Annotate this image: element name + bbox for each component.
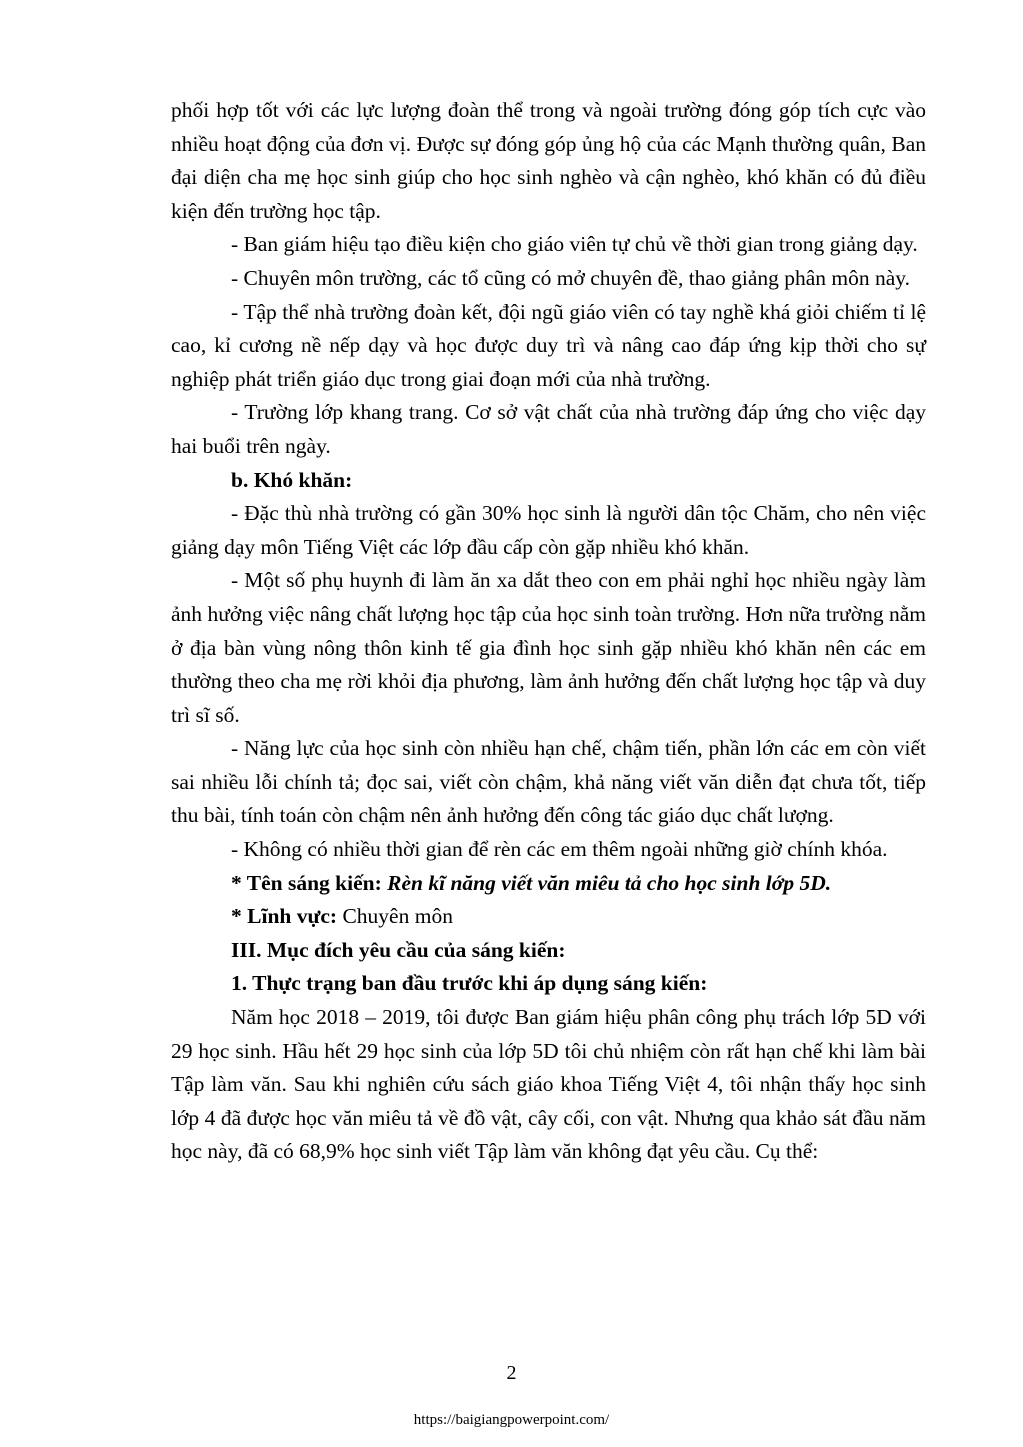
paragraph-continuation: phối hợp tốt với các lực lượng đoàn thể trong và ngoài trường đóng góp tích cực vào nhiều hoạt động của đơn vị. Được sự đóng góp ủng hộ của các Mạnh thường quân, Ban đại diện cha mẹ học sinh giúp cho học sinh nghèo và cận nghèo, khó khăn có đủ điều kiện đến trường học tập. — [171, 98, 926, 223]
field-line — [171, 900, 926, 934]
paragraph-bullet-autonomy: - Ban giám hiệu tạo điều kiện cho giáo viên tự chủ về thời gian trong giảng dạy. — [231, 232, 918, 257]
page-number: 2 — [506, 1362, 517, 1384]
paragraph-bullet-staff: - Tập thể nhà trường đoàn kết, đội ngũ giáo viên có tay nghề khá giỏi chiếm tỉ lệ cao, kỉ cương nề nếp dạy và học được duy trì và nâng cao đáp ứng kịp thời cho sự nghiệp phát triển giáo dục trong giai đoạn mới của nhà trường. — [171, 299, 926, 391]
paragraph-bullet-facilities: - Trường lớp khang trang. Cơ sở vật chất của nhà trường đáp ứng cho việc dạy hai buổi trên ngày. — [171, 400, 926, 458]
section-heading: III. Mục đích yêu cầu của sáng kiến: — [231, 937, 566, 962]
field-label: * Lĩnh vực: — [231, 904, 343, 929]
paragraph-bullet-ability: - Năng lực của học sinh còn nhiều hạn chế, chậm tiến, phần lớn các em còn viết sai nhiều lỗi chính tả; đọc sai, viết còn chậm, khả năng viết văn diễn đạt chưa tốt, tiếp thu bài, tính toán còn chậm nên ảnh hưởng đến công tác giáo dục chất lượng. — [171, 736, 926, 828]
paragraph-bullet-parents: - Một số phụ huynh đi làm ăn xa dắt theo con em phải nghỉ học nhiều ngày làm ảnh hưởng việc nâng chất lượng học tập của học sinh toàn trường. Hơn nữa trường nằm ở địa bàn vùng nông thôn kinh tế gia đình học sinh gặp nhiều khó khăn nên các em thường theo cha mẹ rời khỏi địa phương, làm ảnh hưởng đến chất lượng học tập và duy trì sĩ số. — [171, 568, 926, 727]
document-body — [171, 94, 926, 1169]
paragraph-bullet-time: - Không có nhiều thời gian để rèn các em thêm ngoài những giờ chính khóa. — [231, 837, 888, 862]
subsection-heading: 1. Thực trạng ban đầu trước khi áp dụng sáng kiến: — [231, 971, 708, 996]
field-value: Chuyên môn — [342, 904, 453, 929]
paragraph-bullet-topics: - Chuyên môn trường, các tổ cũng có mở chuyên đề, thao giảng phân môn này. — [231, 265, 911, 290]
paragraph-initial-status: Năm học 2018 – 2019, tôi được Ban giám hiệu phân công phụ trách lớp 5D với 29 học sinh. Hầu hết 29 học sinh của lớp 5D tôi chủ nhiệm còn rất hạn chế khi làm bài Tập làm văn. Sau khi nghiên cứu sách giáo khoa Tiếng Việt 4, tôi nhận thấy học sinh lớp 4 đã được học văn miêu tả về đồ vật, cây cối, con vật. Nhưng qua khảo sát đầu năm học này, đã có 68,9% học sinh viết Tập làm văn không đạt yêu cầu. Cụ thể: — [171, 1005, 926, 1164]
initiative-name-label: * Tên sáng kiến: — [231, 870, 388, 895]
paragraph-bullet-ethnic: - Đặc thù nhà trường có gần 30% học sinh là người dân tộc Chăm, cho nên việc giảng dạy môn Tiếng Việt các lớp đầu cấp còn gặp nhiều khó khăn. — [171, 501, 926, 559]
initiative-name — [171, 867, 926, 901]
heading-difficulties: b. Khó khăn: — [231, 467, 353, 492]
footer-url: https://baigiangpowerpoint.com/ — [413, 1412, 610, 1428]
initiative-name-value: Rèn kĩ năng viết văn miêu tả cho học sinh lớp 5D. — [387, 870, 832, 895]
